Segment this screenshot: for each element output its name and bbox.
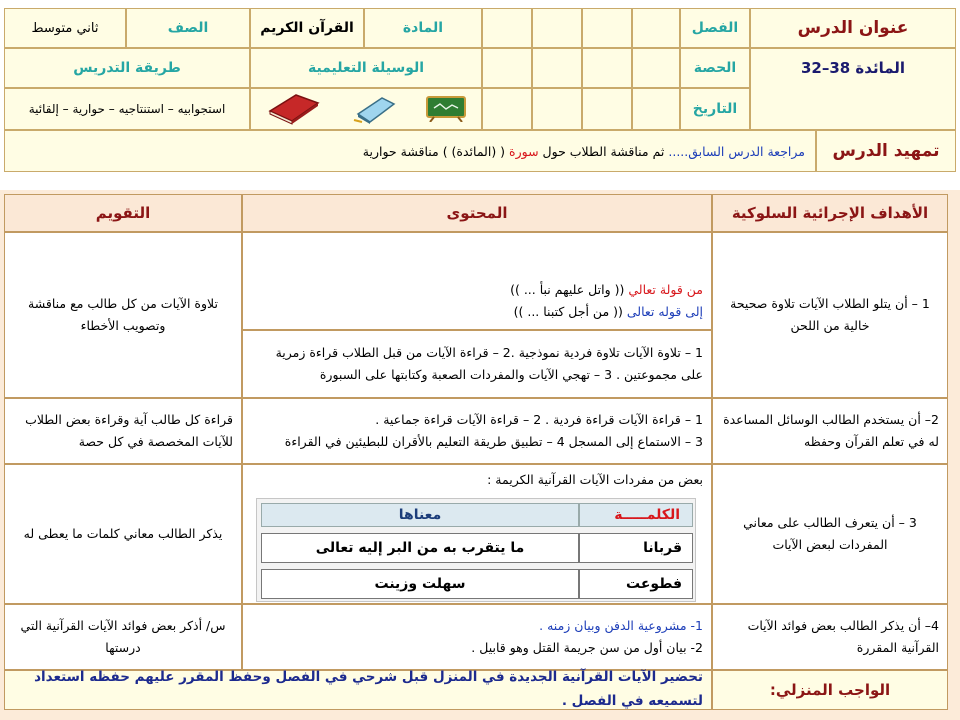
chapter-label-cell (680, 8, 750, 48)
homework-text-cell (4, 670, 712, 710)
content-2-line1: 1 – قراءة الآيات قراءة فردية . 2 – قراءة الآيات قراءة جماعية . (375, 412, 703, 428)
book-icon (266, 93, 322, 125)
lesson-title-label-cell (750, 8, 956, 48)
date-label-cell (680, 88, 750, 130)
vocab-word: قربانا (579, 533, 693, 563)
content-2-line2: 3 – الاستماع إلى المسجل 4 – تطبيق طريقة التعليم بالأقران للبطيئين في القراءة (284, 434, 703, 449)
aids-label: الوسيلة التعليمية (307, 60, 425, 76)
vocab-intro: بعض من مفردات الآيات القرآنية الكريمة : (487, 472, 703, 487)
chapter-label: الفصل (691, 20, 739, 36)
intro-label: تمهيد الدرس (832, 141, 940, 161)
subject-label: المادة (402, 20, 444, 36)
objective-1: 1 – أن يتلو الطلاب الآيات تلاوة صحيحة خالية من اللحن (712, 232, 948, 398)
empty-cell (582, 88, 632, 130)
evaluation-1: تلاوة الآيات من كل طالب مع مناقشة وتصويب الأخطاء (4, 232, 242, 398)
lesson-header (0, 0, 960, 176)
subject-value-cell (250, 8, 364, 48)
empty-cell (532, 8, 582, 48)
content-1b: 1 – تلاوة الآيات تلاوة فردية نموذجية .2 – قراءة الآيات من قبل الطلاب قراءة زمرية على مجموعتين . 3 – تهجي الآيات والمفردات الصعبة وكتابتها على السبورة (242, 330, 712, 398)
empty-cell (632, 88, 680, 130)
empty-cell (632, 8, 680, 48)
homework-label-cell (712, 670, 948, 710)
aids-icons-cell (250, 88, 482, 130)
grade-label: الصف (167, 20, 209, 36)
date-label: التاريخ (692, 101, 738, 117)
grade-label-cell (126, 8, 250, 48)
subject-label-cell (364, 8, 482, 48)
aids-label-cell (250, 48, 482, 88)
content-4-line1: 1- مشروعية الدفن وبيان زمنه . (539, 618, 703, 634)
content-4 (242, 604, 712, 670)
vocab-word-header: الكلمـــــة (579, 503, 693, 527)
evaluation-4: س/ أذكر بعض فوائد الآيات القرآنية التي درستها (4, 604, 242, 670)
objective-3: 3 – أن يتعرف الطالب على معاني المفردات لبعض الآيات (712, 464, 948, 604)
intro-label-cell (816, 130, 956, 172)
vocab-word: فطوعت (579, 569, 693, 599)
empty-cell (532, 48, 582, 88)
objective-4: 4– أن يذكر الطالب بعض فوائد الآيات القرآنية المقررة (712, 604, 948, 670)
homework-text: تحضير الآيات القرآنية الجديدة في المنزل قبل شرحي في الفصل وحفظ المقرر عليهم حفظه استعداد لتسميعه في الفصل . (34, 669, 703, 709)
grade-value: ثاني متوسط (31, 20, 99, 36)
method-label: طريقة التدريس (73, 60, 181, 76)
vocab-meaning: سهلت وزينت (261, 569, 579, 599)
evaluation-2: قراءة كل طالب آية وقراءة بعض الطلاب للآيات المخصصة في كل حصة (4, 398, 242, 464)
intro-text-cell (4, 130, 816, 172)
content-1a-line1: من قولة تعالي (( واتل عليهم نبأ ... )) (510, 282, 703, 298)
vocab-meaning: ما يتقرب به من البر إليه تعالى (261, 533, 579, 563)
objectives-header: الأهداف الإجرائية السلوكية (712, 194, 948, 232)
content-2 (242, 398, 712, 464)
empty-cell (632, 48, 680, 88)
lesson-table (0, 190, 960, 720)
projector-icon (352, 94, 396, 124)
period-label-cell (680, 48, 750, 88)
content-1a (242, 232, 712, 330)
empty-cell (482, 88, 532, 130)
lesson-title-value: المائدة 38–32 (800, 59, 906, 77)
empty-cell (482, 8, 532, 48)
empty-cell (482, 48, 532, 88)
content-1a-line2: إلى قوله تعالى (( من أجل كتبنا ... )) (513, 304, 703, 320)
method-value: استجوابيه – استنتاجيه – حوارية – إلقائية (28, 102, 226, 116)
vocab-table (256, 498, 696, 602)
method-label-cell (4, 48, 250, 88)
empty-cell (582, 48, 632, 88)
homework-label: الواجب المنزلي: (769, 680, 891, 699)
grade-value-cell (4, 8, 126, 48)
method-value-cell (4, 88, 250, 130)
lesson-title-label: عنوان الدرس (797, 18, 909, 38)
objective-2: 2– أن يستخدم الطالب الوسائل المساعدة له في تعلم القرآن وحفظه (712, 398, 948, 464)
period-label: الحصة (693, 60, 737, 76)
lesson-title-value-cell (750, 48, 956, 130)
content-4-line2: 2- بيان أول من سن جريمة القتل وهو قابيل . (471, 640, 703, 655)
empty-cell (532, 88, 582, 130)
vocab-meaning-header: معناها (261, 503, 579, 527)
intro-text: مراجعة الدرس السابق..... ثم مناقشة الطلاب حول سورة ( (المائدة) ) مناقشة حوارية (362, 143, 805, 159)
subject-value: القرآن الكريم (260, 20, 354, 36)
evaluation-3: يذكر الطالب معاني كلمات ما يعطى له (4, 464, 242, 604)
empty-cell (582, 8, 632, 48)
content-header: المحتوى (242, 194, 712, 232)
chalkboard-icon (426, 96, 466, 122)
evaluation-header: التقويم (4, 194, 242, 232)
